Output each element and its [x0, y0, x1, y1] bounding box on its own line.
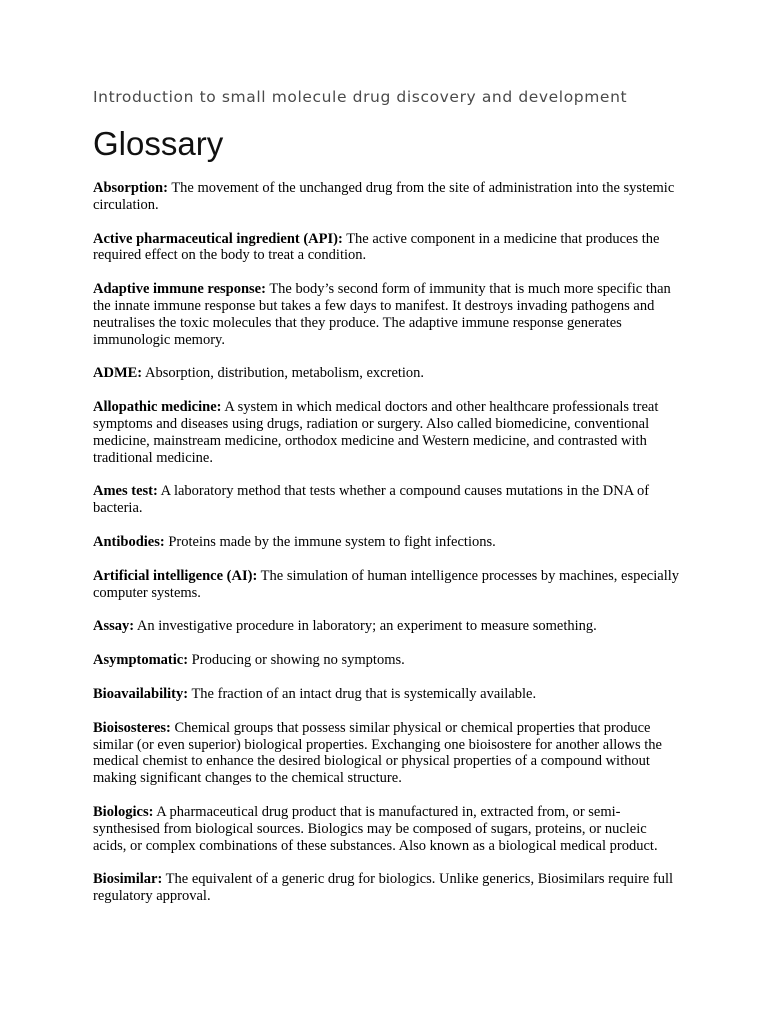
glossary-term: Biosimilar:: [93, 871, 163, 888]
glossary-entry: [93, 534, 683, 551]
glossary-definition: Absorption, distribution, metabolism, excretion.: [144, 365, 425, 382]
glossary-term: Antibodies:: [93, 533, 165, 550]
glossary-entry: [93, 483, 683, 517]
glossary-definition: A pharmaceutical drug product that is manufactured in, extracted from, or semi-synthesised from biological sources. Biologics may be composed of sugars, proteins, or nucleic acids, or complex combinations of these substances. Also known as a biological medical product.: [93, 803, 658, 854]
glossary-term: Asymptomatic:: [93, 652, 189, 669]
glossary-term: Active pharmaceutical ingredient (API):: [93, 230, 343, 247]
glossary-definition: A laboratory method that tests whether a compound causes mutations in the DNA of bacteria.: [93, 483, 650, 517]
glossary-definition: Proteins made by the immune system to fight infections.: [168, 533, 496, 550]
glossary-entry: [93, 618, 683, 635]
glossary-entry: [93, 720, 683, 787]
glossary-definition: Chemical groups that possess similar physical or chemical properties that produce similar (or even superior) biological properties. Exchanging one bioisostere for another allows the medical chemist to enhance the desired biological or physical properties of a compound without making significant changes to the chemical structure.: [93, 719, 662, 787]
document-page: [93, 86, 683, 922]
document-subtitle: Introduction to small molecule drug discovery and development: [93, 88, 628, 106]
glossary-entry: [93, 652, 683, 669]
glossary-entry: [93, 568, 683, 602]
glossary-definition: The fraction of an intact drug that is systemically available.: [191, 685, 537, 702]
glossary-term: Bioavailability:: [93, 685, 189, 702]
glossary-term: Adaptive immune response:: [93, 281, 266, 298]
glossary-term: Biologics:: [93, 803, 154, 820]
glossary-list: [93, 180, 683, 905]
glossary-term: ADME:: [93, 365, 143, 382]
page-title: Glossary: [93, 125, 224, 162]
glossary-definition: The equivalent of a generic drug for biologics. Unlike generics, Biosimilars require full regulatory approval.: [93, 871, 674, 905]
glossary-entry: [93, 686, 683, 703]
glossary-term: Allopathic medicine:: [93, 399, 222, 416]
glossary-entry: [93, 281, 683, 348]
glossary-definition: A system in which medical doctors and other healthcare professionals treat symptoms and diseases using drugs, radiation or surgery. Also called biomedicine, conventional medicine, mainstream medicine, orthodox medicine and Western medicine, and contrasted with traditional medicine.: [93, 399, 659, 466]
glossary-definition: The simulation of human intelligence processes by machines, especially computer systems.: [93, 567, 680, 601]
glossary-definition: The body’s second form of immunity that is much more specific than the innate immune response but takes a few days to manifest. It destroys invading pathogens and neutralises the toxic molecules that they produce. The adaptive immune response generates immunologic memory.: [93, 281, 671, 348]
glossary-definition: Producing or showing no symptoms.: [191, 652, 405, 669]
glossary-entry: [93, 231, 683, 265]
glossary-definition: The active component in a medicine that produces the required effect on the body to treat a condition.: [93, 230, 660, 264]
glossary-term: Ames test:: [93, 483, 158, 500]
glossary-entry: [93, 871, 683, 905]
glossary-term: Artificial intelligence (AI):: [93, 567, 258, 584]
glossary-definition: The movement of the unchanged drug from the site of administration into the systemic circulation.: [93, 180, 675, 213]
glossary-entry: [93, 365, 683, 382]
glossary-definition: An investigative procedure in laboratory; an experiment to measure something.: [136, 618, 597, 635]
glossary-entry: [93, 804, 683, 854]
glossary-term: Bioisosteres:: [93, 719, 171, 736]
glossary-term: Assay:: [93, 618, 135, 635]
glossary-entry: [93, 399, 683, 466]
glossary-term: Absorption:: [93, 180, 168, 196]
glossary-entry: [93, 180, 683, 214]
